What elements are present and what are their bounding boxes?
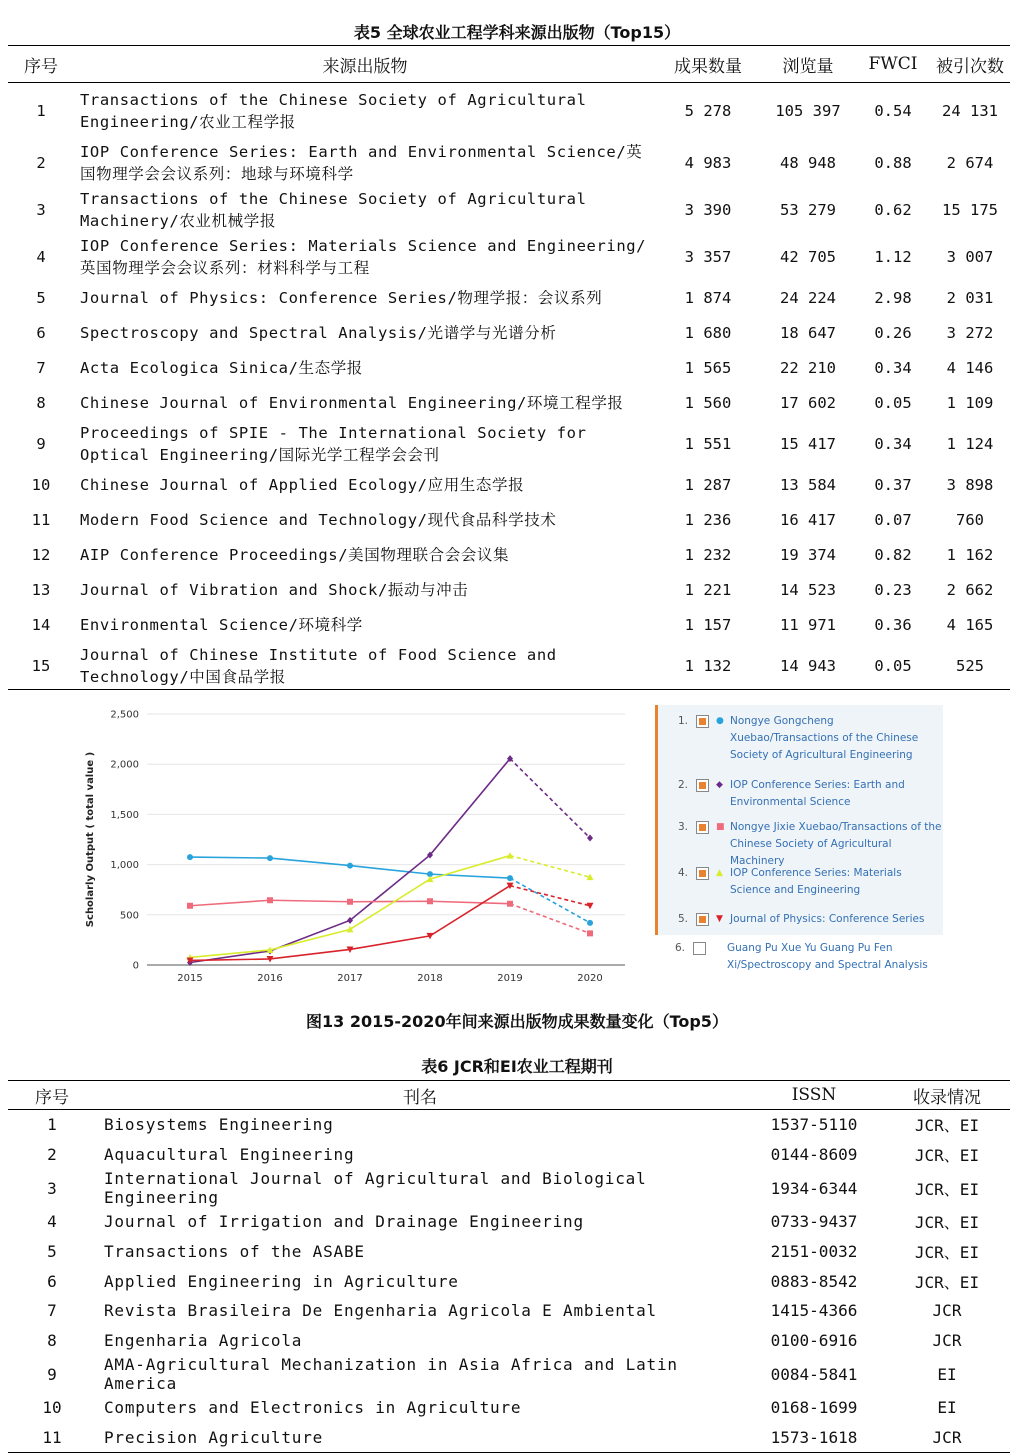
citation-count: 24 131 (942, 102, 998, 121)
table-row (8, 1110, 1010, 1140)
view-count: 13 584 (780, 476, 836, 494)
row-number: 1 (36, 102, 46, 121)
table5-header-views: 浏览量 (760, 46, 856, 83)
y-tick-label: 1,500 (110, 809, 139, 821)
table5-header-no: 序号 (8, 46, 74, 83)
publication-name: Journal of Chinese Institute of Food Science and Technology/中国食品学报 (80, 645, 557, 686)
y-axis-label: Scholarly Output ( total value ) (85, 751, 96, 928)
fwci-value: 0.82 (874, 546, 912, 564)
journal-name: Engenharia Agricola (104, 1330, 303, 1350)
indexing-status: EI (937, 1364, 957, 1384)
table-row (8, 386, 1010, 421)
table-row (8, 234, 1010, 281)
row-number: 3 (36, 201, 46, 219)
indexing-status: EI (937, 1398, 957, 1418)
x-tick-label: 2018 (417, 973, 443, 984)
output-count: 1 874 (684, 289, 732, 307)
indexing-status: JCR、EI (914, 1272, 980, 1292)
journal-name: AMA-Agricultural Mechanization in Asia Africa and Latin America (104, 1355, 678, 1394)
journal-name: Transactions of the ASABE (104, 1242, 365, 1262)
citation-count: 4 146 (946, 359, 994, 377)
indexing-status: JCR、EI (914, 1145, 980, 1165)
table5-header-fwci: FWCI (856, 46, 930, 83)
view-count: 48 948 (780, 154, 836, 172)
citation-count: 4 165 (946, 616, 994, 634)
series-projection-line (510, 759, 590, 838)
legend-checkbox[interactable] (696, 867, 709, 880)
table-row (8, 643, 1010, 690)
publication-name: Chinese Journal of Environmental Engineering/环境工程学报 (80, 394, 624, 412)
table5-header-publication: 来源出版物 (74, 46, 656, 83)
table5-header-output: 成果数量 (656, 46, 760, 83)
table6-body (8, 1110, 1010, 1453)
publication-name: Spectroscopy and Spectral Analysis/光谱学与光谱分析 (80, 324, 557, 342)
issn-value: 1934-6344 (770, 1178, 858, 1198)
view-count: 14 943 (780, 656, 836, 675)
issn-value: 1537-5110 (770, 1115, 858, 1135)
journal-name: Journal of Irrigation and Drainage Engineering (104, 1212, 584, 1232)
journal-name: Precision Agriculture (104, 1428, 324, 1448)
row-number: 8 (47, 1330, 57, 1350)
journal-name: Biosystems Engineering (104, 1115, 334, 1135)
legend-number: 2. (678, 779, 689, 791)
fwci-value: 2.98 (874, 289, 912, 307)
table5-body (8, 83, 1010, 690)
issn-value: 0100-6916 (770, 1330, 858, 1350)
citation-count: 1 109 (946, 394, 994, 412)
x-tick-label: 2016 (257, 973, 283, 984)
publication-name: Journal of Physics: Conference Series/物理学报：会议系列 (80, 289, 603, 307)
table-row (8, 1296, 1010, 1326)
table6-header-journal: 刊名 (96, 1081, 744, 1110)
row-number: 6 (36, 324, 46, 342)
table-row (8, 1393, 1010, 1423)
citation-count: 15 175 (942, 201, 998, 219)
view-count: 17 602 (780, 394, 836, 412)
legend-label: Journal of Physics: Conference Series (730, 913, 925, 925)
indexing-status: JCR、EI (914, 1213, 980, 1233)
data-point (587, 903, 594, 910)
output-count: 1 560 (684, 394, 732, 412)
issn-value: 0733-9437 (770, 1212, 858, 1232)
issn-value: 0883-8542 (770, 1271, 858, 1291)
row-number: 4 (36, 248, 46, 266)
journal-name: Computers and Electronics in Agriculture (104, 1398, 522, 1418)
y-tick-label: 1,000 (110, 860, 139, 872)
fwci-value: 0.62 (874, 201, 912, 219)
citation-count: 2 662 (946, 581, 994, 599)
citation-count: 760 (956, 511, 984, 529)
journal-name: Applied Engineering in Agriculture (104, 1271, 459, 1291)
row-number: 11 (42, 1428, 62, 1448)
table-row (8, 1140, 1010, 1170)
table6-header-no: 序号 (8, 1081, 96, 1110)
publication-name: IOP Conference Series: Earth and Environmental Science/英国物理学会会议系列：地球与环境科学 (80, 143, 643, 183)
table-row (8, 83, 1010, 140)
row-number: 8 (36, 394, 46, 412)
table-row (8, 1423, 1010, 1453)
table-row (8, 538, 1010, 573)
legend-checkbox[interactable] (696, 913, 709, 926)
table5-caption: 表5 全球农业工程学科来源出版物（Top15） (353, 23, 681, 42)
citation-count: 2 674 (946, 154, 994, 172)
view-count: 14 523 (780, 581, 836, 599)
table6-header-issn: ISSN (744, 1081, 884, 1110)
issn-value: 0144-8609 (770, 1144, 858, 1164)
issn-value: 1573-1618 (770, 1428, 858, 1448)
publication-name: Acta Ecologica Sinica/生态学报 (80, 359, 363, 377)
publication-name: Transactions of the Chinese Society of Agricultural Engineering/农业工程学报 (80, 91, 587, 132)
publication-name: IOP Conference Series: Materials Science and Engineering/英国物理学会会议系列：材料科学与工程 (80, 237, 647, 277)
data-point (187, 903, 193, 909)
view-count: 22 210 (780, 359, 836, 377)
legend-marker-icon: ▲ (716, 868, 723, 878)
fwci-value: 0.23 (874, 581, 912, 599)
series-projection-line (510, 886, 590, 906)
row-number: 4 (47, 1212, 57, 1232)
table-row (8, 281, 1010, 316)
row-number: 5 (36, 289, 46, 307)
table-row (8, 351, 1010, 386)
output-count: 1 132 (684, 656, 732, 675)
legend-number: 5. (678, 913, 689, 925)
table-row (8, 1169, 1010, 1207)
table-row (8, 1237, 1010, 1267)
row-number: 14 (31, 616, 51, 634)
output-count: 4 983 (684, 154, 732, 172)
x-tick-label: 2019 (497, 973, 523, 984)
data-point (507, 901, 513, 907)
legend-marker-icon: ◆ (716, 780, 723, 790)
data-point (507, 852, 514, 859)
y-tick-label: 0 (132, 960, 139, 972)
data-point (187, 854, 193, 860)
publication-name: Transactions of the Chinese Society of Agricultural Machinery/农业机械学报 (80, 190, 587, 230)
view-count: 18 647 (780, 324, 836, 342)
row-number: 5 (47, 1242, 57, 1262)
row-number: 15 (31, 656, 51, 675)
table-row (8, 608, 1010, 643)
table5-header-row (8, 46, 1010, 83)
legend-marker-icon: ● (716, 716, 724, 726)
issn-value: 0168-1699 (770, 1398, 858, 1418)
row-number: 6 (47, 1271, 57, 1291)
output-count: 1 680 (684, 324, 732, 342)
x-tick-label: 2017 (337, 973, 363, 984)
output-count: 1 157 (684, 616, 732, 634)
fwci-value: 1.12 (874, 248, 912, 266)
output-count: 3 390 (684, 201, 732, 219)
data-point (507, 875, 513, 881)
data-point (347, 899, 353, 905)
series-projection-line (510, 878, 590, 923)
fwci-value: 0.54 (874, 102, 912, 121)
table6-header-indexing: 收录情况 (884, 1081, 1010, 1110)
y-tick-label: 2,000 (110, 759, 139, 771)
indexing-status: JCR (932, 1330, 962, 1350)
view-count: 105 397 (775, 102, 841, 121)
citation-count: 1 124 (946, 435, 994, 453)
chart-legend (655, 705, 943, 935)
view-count: 16 417 (780, 511, 836, 529)
fwci-value: 0.05 (874, 394, 912, 412)
view-count: 24 224 (780, 289, 836, 307)
x-tick-label: 2020 (577, 973, 603, 984)
indexing-status: JCR、EI (914, 1116, 980, 1136)
fwci-value: 0.34 (874, 435, 912, 453)
table-row (8, 1207, 1010, 1237)
table-row (8, 1326, 1010, 1356)
fwci-value: 0.05 (874, 656, 912, 675)
row-number: 3 (47, 1178, 57, 1198)
legend-marker-icon: ▼ (716, 914, 723, 924)
data-point (267, 855, 273, 861)
issn-value: 2151-0032 (770, 1242, 858, 1262)
figure13-caption: 图13 2015-2020年间来源出版物成果数量变化（Top5） (306, 1012, 728, 1031)
fwci-value: 0.34 (874, 359, 912, 377)
citation-count: 3 272 (946, 324, 994, 342)
output-count: 5 278 (684, 102, 732, 121)
view-count: 53 279 (780, 201, 836, 219)
series-projection-line (510, 904, 590, 934)
table-row (8, 421, 1010, 468)
view-count: 42 705 (780, 248, 836, 266)
row-number: 2 (47, 1144, 57, 1164)
output-count: 1 565 (684, 359, 732, 377)
row-number: 1 (47, 1115, 57, 1135)
publication-name: Journal of Vibration and Shock/振动与冲击 (80, 581, 469, 599)
publication-name: AIP Conference Proceedings/美国物理联合会会议集 (80, 546, 510, 564)
legend-number: 1. (678, 715, 689, 727)
fwci-value: 0.88 (874, 154, 912, 172)
row-number: 2 (36, 154, 46, 172)
row-number: 9 (36, 435, 46, 453)
publication-name: Proceedings of SPIE - The International Society for Optical Engineering/国际光学工程学会会刊 (80, 424, 587, 464)
legend-label: Nongye Gongcheng Xuebao/Transactions of the Chinese Society of Agricultural Engineering (730, 715, 919, 761)
table-row (8, 468, 1010, 503)
output-count: 1 221 (684, 581, 732, 599)
fwci-value: 0.37 (874, 476, 912, 494)
row-number: 11 (31, 511, 51, 529)
indexing-status: JCR、EI (914, 1243, 980, 1263)
indexing-status: JCR (932, 1428, 962, 1448)
table-row (8, 503, 1010, 538)
publication-name: Modern Food Science and Technology/现代食品科学技术 (80, 511, 557, 529)
legend-label: IOP Conference Series: Earth and Environmental Science (730, 779, 905, 808)
citation-count: 2 031 (946, 289, 994, 307)
data-point (267, 897, 273, 903)
journal-name: Revista Brasileira De Engenharia Agricola E Ambiental (104, 1301, 657, 1321)
legend-number: 6. (675, 942, 686, 954)
legend-number: 3. (678, 821, 689, 833)
indexing-status: JCR (932, 1301, 962, 1321)
legend-checkbox[interactable] (696, 779, 709, 792)
row-number: 10 (31, 476, 51, 494)
table5 (8, 45, 1010, 690)
issn-value: 0084-5841 (770, 1364, 858, 1384)
row-number: 13 (31, 581, 51, 599)
row-number: 12 (31, 546, 51, 564)
data-point (587, 834, 593, 841)
legend-marker-icon: ■ (716, 822, 725, 832)
legend-label: Guang Pu Xue Yu Guang Pu Fen Xi/Spectroscopy and Spectral Analysis (727, 942, 928, 971)
row-number: 10 (42, 1398, 62, 1418)
output-count: 3 357 (684, 248, 732, 266)
series-line (190, 856, 510, 958)
issn-value: 1415-4366 (770, 1301, 858, 1321)
data-point (347, 863, 353, 869)
data-point (587, 920, 593, 926)
row-number: 7 (36, 359, 46, 377)
scholarly-output-line-chart (75, 700, 640, 990)
citation-count: 525 (956, 656, 984, 675)
publication-name: Chinese Journal of Applied Ecology/应用生态学报 (80, 476, 525, 494)
fwci-value: 0.07 (874, 511, 912, 529)
output-count: 1 287 (684, 476, 732, 494)
journal-name: International Journal of Agricultural and Biological Engineering (104, 1169, 647, 1208)
citation-count: 3 007 (946, 248, 994, 266)
fwci-value: 0.36 (874, 616, 912, 634)
journal-name: Aquacultural Engineering (104, 1144, 355, 1164)
y-tick-label: 2,500 (110, 709, 139, 721)
legend-label: IOP Conference Series: Materials Science and Engineering (730, 867, 902, 896)
series-projection-line (510, 856, 590, 878)
data-point (347, 926, 354, 933)
legend-checkbox[interactable] (696, 821, 709, 834)
y-tick-label: 500 (119, 910, 139, 922)
legend-number: 4. (678, 867, 689, 879)
output-count: 1 232 (684, 546, 732, 564)
data-point (587, 930, 593, 936)
output-count: 1 236 (684, 511, 732, 529)
citation-count: 3 898 (946, 476, 994, 494)
view-count: 15 417 (780, 435, 836, 453)
row-number: 9 (47, 1364, 57, 1384)
publication-name: Environmental Science/环境科学 (80, 616, 363, 634)
table5-header-citations: 被引次数 (930, 46, 1010, 83)
table-row (8, 187, 1010, 234)
row-number: 7 (47, 1301, 57, 1321)
table-row (8, 573, 1010, 608)
indexing-status: JCR、EI (914, 1179, 980, 1199)
fwci-value: 0.26 (874, 324, 912, 342)
output-count: 1 551 (684, 435, 732, 453)
table6-header-row (8, 1081, 1010, 1110)
legend-label: Nongye Jixie Xuebao/Transactions of the Chinese Society of Agricultural Machinery (730, 821, 942, 867)
legend-checkbox[interactable] (693, 942, 706, 955)
table-row (8, 316, 1010, 351)
table-row (8, 140, 1010, 187)
data-point (427, 898, 433, 904)
view-count: 11 971 (780, 616, 836, 634)
x-tick-label: 2015 (177, 973, 203, 984)
legend-checkbox[interactable] (696, 715, 709, 728)
table-row (8, 1266, 1010, 1296)
table6-caption: 表6 JCR和EI农业工程期刊 (421, 1057, 613, 1076)
citation-count: 1 162 (946, 546, 994, 564)
view-count: 19 374 (780, 546, 836, 564)
table-row (8, 1355, 1010, 1393)
table6 (8, 1080, 1010, 1453)
